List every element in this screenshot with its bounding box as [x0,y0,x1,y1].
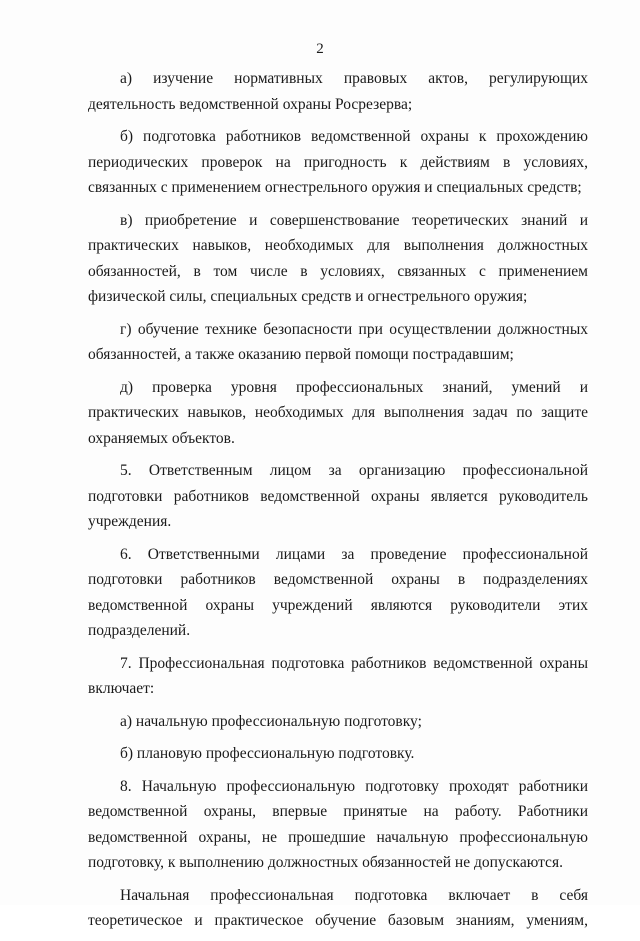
paragraph-a-study: а) изучение нормативных правовых актов, регулирующих деятельность ведомственной охраны Росрезерва; [88,70,588,113]
paragraph-g-safety: г) обучение технике безопасности при осуществлении должностных обязанностей, а также оказанию первой помощи пострадавшим; [88,320,588,363]
paragraph-6-responsible: 6. Ответственными лицами за проведение профессиональной подготовки работников ведомственной охраны в подразделениях ведомственной охраны учреждений являются руководители этих подразделений. [88,545,588,639]
paragraph-7b-planned: б) плановую профессиональную подготовку. [120,745,415,762]
paragraph-8-initial-training: 8. Начальную профессиональную подготовку проходят работники ведомственной охраны, впервые принятые на работу. Работники ведомственной охраны, не прошедшие начальную профессиональную подготовку, к выполнению должностных обязанностей не допускаются. [88,777,588,871]
paragraph-b-training: б) подготовка работников ведомственной охраны к прохождению периодических проверок на пригодность к действиям в условиях, связанных с применением огнестрельного оружия и специальных средств; [88,128,588,196]
page-number: 2 [316,41,324,57]
document-body [88,66,588,941]
paragraph-d-check: д) проверка уровня профессиональных знаний, умений и практических навыков, необходимых для выполнения задач по защите охраняемых объектов. [88,378,588,447]
paragraph-7a-initial: а) начальную профессиональную подготовку; [120,712,422,730]
paragraph-initial-includes: Начальная профессиональная подготовка включает в себя теоретическое и практическое обучение базовым знаниям, умениям, [88,886,588,929]
paragraph-5-responsible: 5. Ответственным лицом за организацию профессиональной подготовки работников ведомственной охраны является руководитель учреждения. [88,462,588,530]
paragraph-v-skills: в) приобретение и совершенствование теоретических знаний и практических навыков, необходимых для выполнения должностных обязанностей, в том числе в условиях, связанных с применением физической силы, специальных средств и огнестрельного оружия; [88,211,588,305]
paragraph-7-includes: 7. Профессиональная подготовка работников ведомственной охраны включает: [88,654,588,697]
